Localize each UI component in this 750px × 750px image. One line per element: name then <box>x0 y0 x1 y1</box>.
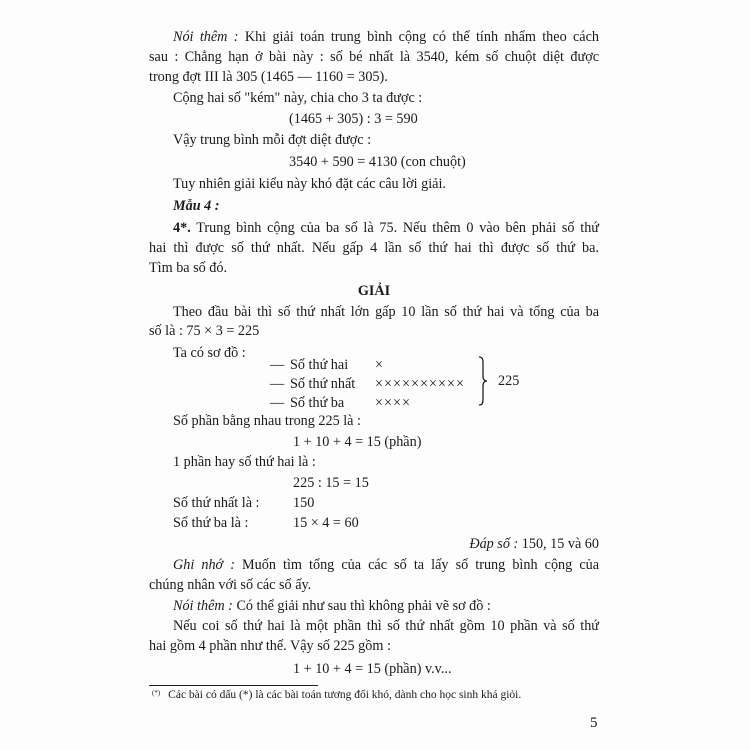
solution-value: 15 × 4 = 60 <box>293 515 359 531</box>
answer <box>445 535 599 553</box>
footnote-text: Các bài có dấu (*) là các bài toán tương đối khó, dành cho học sinh khá giỏi. <box>168 689 522 701</box>
formula: (1465 + 305) : 3 = 590 <box>289 111 418 127</box>
page-number: 5 <box>590 715 598 731</box>
solution-line: Số thứ nhất là : <box>173 495 260 511</box>
remember-line: chúng nhân với số các số ấy. <box>149 577 312 593</box>
note-label: Nói thêm : <box>173 29 239 45</box>
answer-label: Đáp số : <box>469 536 519 552</box>
problem-line: hai thì được số thứ nhất. Nếu gấp 4 lần số thứ hai thì được số thứ ba. <box>149 240 599 256</box>
note-label: Nói thêm : <box>173 598 233 614</box>
solution-line: Số phần bằng nhau trong 225 là : <box>173 413 361 429</box>
row-marks: × <box>375 357 385 373</box>
brace-icon <box>478 356 488 406</box>
dash: — <box>270 357 285 373</box>
solution-line: Ta có sơ đồ : <box>173 345 246 361</box>
paragraph: Tuy nhiên giải kiểu này khó đặt các câu lời giải. <box>173 176 446 192</box>
formula: 1 + 10 + 4 = 15 (phần) <box>293 434 422 450</box>
problem-line <box>173 219 599 237</box>
solution-line: Theo đầu bài thì số thứ nhất lớn gấp 10 lần số thứ hai và tổng của ba <box>173 304 599 320</box>
row-label: Số thứ hai <box>290 357 349 373</box>
formula: 225 : 15 = 15 <box>293 475 369 491</box>
row-label: Số thứ nhất <box>290 376 356 392</box>
note-text: Có thể giải như sau thì không phải vẽ sơ đồ : <box>236 598 491 614</box>
note-line <box>173 597 599 615</box>
solution-line: số là : 75 × 3 = 225 <box>149 323 260 339</box>
section-heading <box>173 197 599 215</box>
dash: — <box>270 395 285 411</box>
footnote <box>152 689 521 701</box>
paragraph: Vậy trung bình mỗi đợt diệt được : <box>173 132 372 148</box>
problem-line: Tìm ba số đó. <box>149 260 228 276</box>
formula: 1 + 10 + 4 = 15 (phần) v.v... <box>293 661 452 677</box>
note-line <box>173 28 599 46</box>
solution-line: 1 phần hay số thứ hai là : <box>173 454 316 470</box>
note-line: sau : Chẳng hạn ở bài này : số bé nhất là 3540, kém số chuột diệt được <box>149 49 599 65</box>
remember-text: Muốn tìm tổng của các số ta lấy số trung bình cộng của <box>242 557 600 573</box>
footnote-mark: (*) <box>152 689 161 697</box>
note-text: Khi giải toán trung bình cộng có thể tính nhẩm theo cách <box>244 29 599 45</box>
note-line: trong đợt III là 305 (1465 — 1160 = 305). <box>149 69 388 85</box>
paragraph: Cộng hai số "kém" này, chia cho 3 ta được : <box>173 90 423 106</box>
remember-label: Ghi nhớ : <box>173 557 235 573</box>
answer-value: 150, 15 và 60 <box>521 536 599 552</box>
solution-value: 150 <box>293 495 315 511</box>
dash: — <box>270 376 285 392</box>
footnote-rule <box>149 685 318 686</box>
problem-number: 4*. <box>173 220 191 236</box>
solution-heading <box>149 282 599 300</box>
diagram-total: 225 <box>498 373 520 389</box>
remember-line <box>173 556 599 574</box>
solution-heading-text: GIẢI <box>357 283 391 299</box>
section-heading-text: Mẫu 4 : <box>173 198 220 214</box>
row-label: Số thứ ba <box>290 395 345 411</box>
row-marks: ×××××××××× <box>375 376 466 392</box>
note-line: Nếu coi số thứ hai là một phần thì số thứ nhất gồm 10 phần và số thứ <box>173 618 599 634</box>
formula: 3540 + 590 = 4130 (con chuột) <box>289 154 466 170</box>
solution-line: Số thứ ba là : <box>173 515 249 531</box>
row-marks: ×××× <box>375 395 412 411</box>
problem-text: Trung bình cộng của ba số là 75. Nếu thêm 0 vào bên phải số thứ <box>196 220 599 236</box>
note-line: hai gồm 4 phần như thế. Vậy số 225 gồm : <box>149 638 391 654</box>
